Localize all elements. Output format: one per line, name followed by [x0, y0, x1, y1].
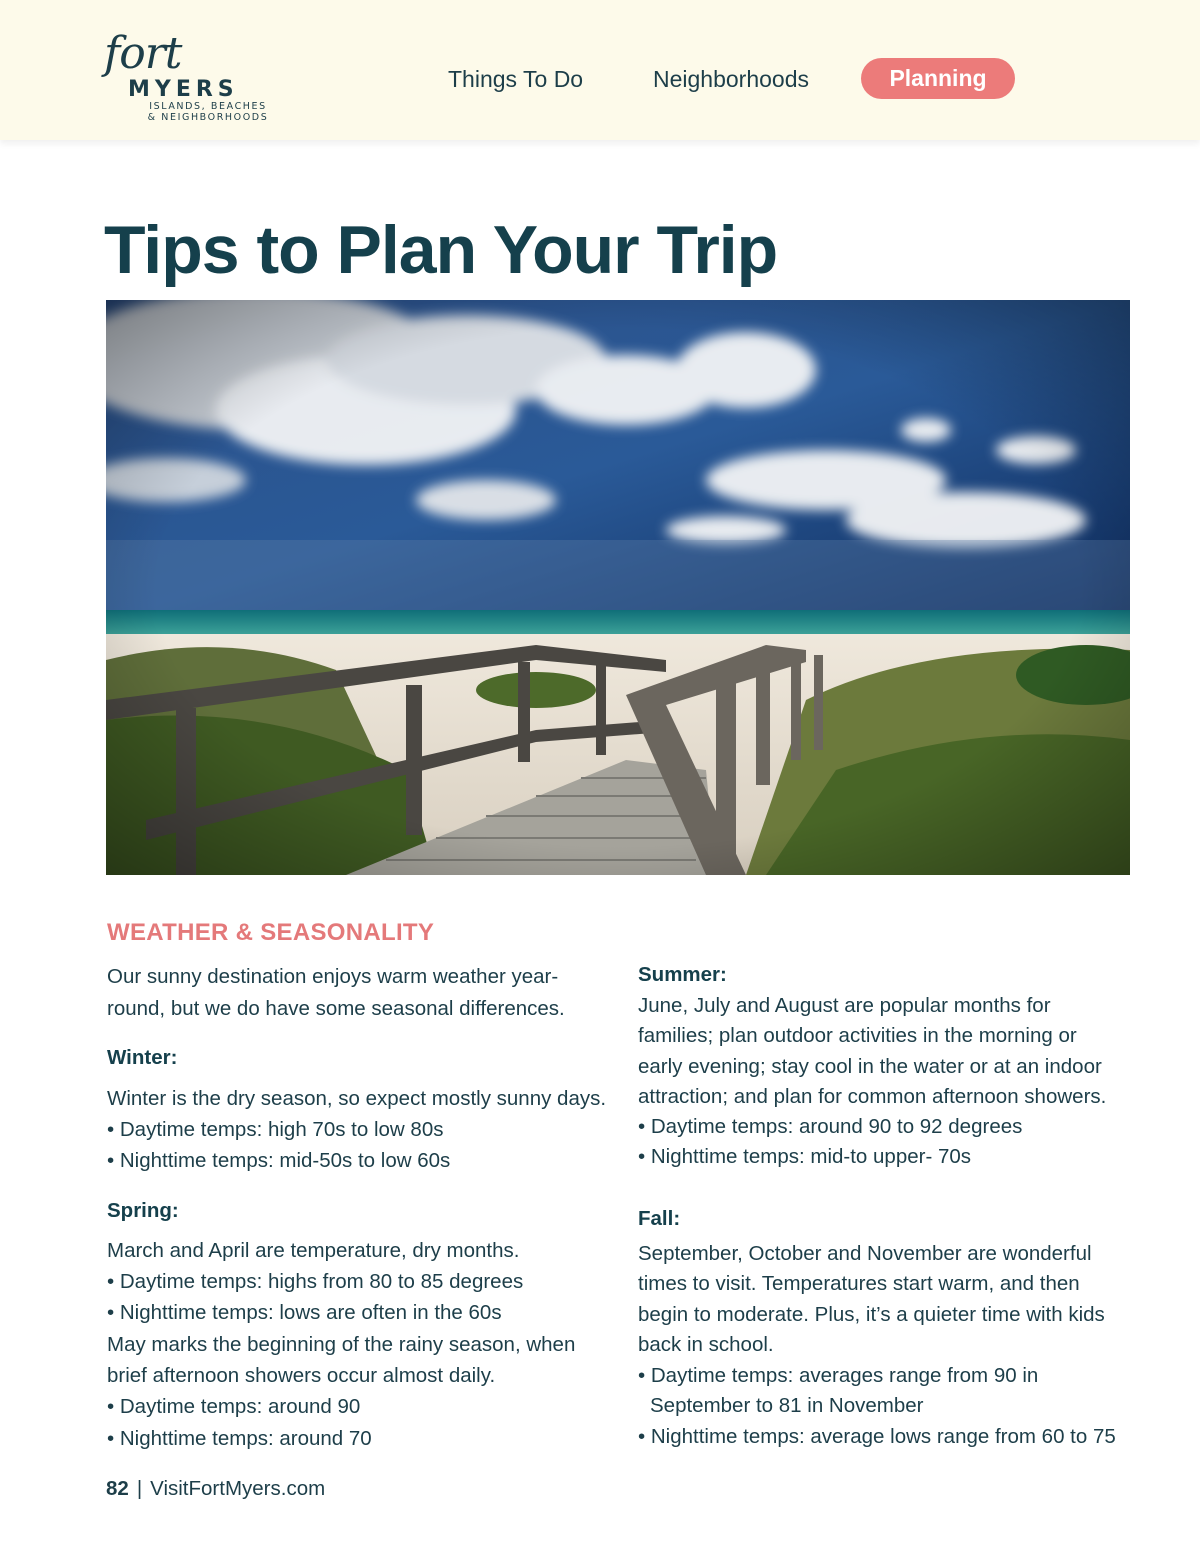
summer-line: • Nighttime temps: mid-to upper- 70s [638, 1145, 972, 1168]
section-heading-weather: WEATHER & SEASONALITY [107, 919, 435, 946]
spring-line: March and April are temperature, dry months. [107, 1239, 520, 1262]
logo-tagline-line-1: ISLANDS, BEACHES [149, 101, 267, 112]
nav-neighborhoods[interactable]: Neighborhoods [653, 66, 810, 92]
winter-line: • Nighttime temps: mid-50s to low 60s [107, 1149, 451, 1172]
spring-line: • Nighttime temps: lows are often in the 60s [107, 1301, 502, 1324]
page-number: 82 [106, 1477, 129, 1500]
fort-myers-logo[interactable] [104, 28, 284, 127]
summer-line: attraction; and plan for common afternoon showers. [638, 1085, 1107, 1108]
spring-line: brief afternoon showers occur almost daily. [107, 1364, 496, 1387]
site-header [0, 0, 1200, 140]
summer-line: early evening; stay cool in the water or at an indoor [638, 1055, 1102, 1078]
fall-line: times to visit. Temperatures start warm, and then [638, 1272, 1080, 1295]
fall-line: September to 81 in November [650, 1394, 924, 1417]
intro-line-1: Our sunny destination enjoys warm weather year- [107, 965, 559, 988]
logo-tagline [128, 101, 288, 123]
summer-line: families; plan outdoor activities in the morning or [638, 1024, 1077, 1047]
footer-site-link[interactable]: VisitFortMyers.com [150, 1477, 326, 1500]
logo-script-text: fort [104, 28, 182, 79]
fall-line: September, October and November are wonderful [638, 1242, 1092, 1265]
spring-line: • Daytime temps: highs from 80 to 85 degrees [107, 1270, 524, 1293]
spring-line: • Daytime temps: around 90 [107, 1395, 361, 1418]
winter-line: • Daytime temps: high 70s to low 80s [107, 1118, 444, 1141]
winter-line: Winter is the dry season, so expect mostly sunny days. [107, 1087, 607, 1110]
logo-tagline-line-2: & NEIGHBORHOODS [147, 112, 269, 123]
page-title: Tips to Plan Your Trip [104, 212, 778, 288]
page-footer [106, 1477, 325, 1501]
spring-line: • Nighttime temps: around 70 [107, 1427, 372, 1450]
fall-line: • Nighttime temps: average lows range from 60 to 75 [638, 1425, 1116, 1448]
summer-heading: Summer: [638, 963, 727, 986]
logo-wordmark: MYERS [128, 77, 239, 102]
summer-line: June, July and August are popular months for [638, 994, 1051, 1017]
fall-line: begin to moderate. Plus, it’s a quieter time with kids [638, 1303, 1105, 1326]
intro-line-2: round, but we do have some seasonal differences. [107, 997, 565, 1020]
nav-things-to-do[interactable]: Things To Do [448, 66, 584, 92]
fall-line: back in school. [638, 1333, 774, 1356]
beach-boardwalk-photo [106, 300, 1130, 875]
winter-heading: Winter: [107, 1046, 178, 1069]
spring-line: May marks the beginning of the rainy season, when [107, 1333, 576, 1356]
nav-planning-active[interactable]: Planning [861, 58, 1015, 99]
footer-separator: | [136, 1477, 143, 1500]
fall-line: • Daytime temps: averages range from 90 in [638, 1364, 1039, 1387]
spring-heading: Spring: [107, 1199, 179, 1222]
fall-heading: Fall: [638, 1207, 681, 1230]
summer-line: • Daytime temps: around 90 to 92 degrees [638, 1115, 1023, 1138]
